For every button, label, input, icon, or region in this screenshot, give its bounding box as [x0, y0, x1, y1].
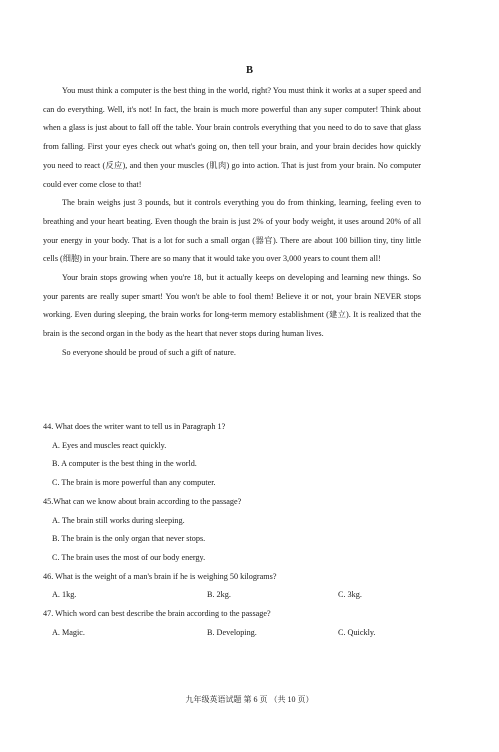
option-a: A. 1kg.	[52, 590, 77, 600]
option-c: C. Quickly.	[338, 627, 376, 637]
option-a: A. Magic.	[52, 627, 85, 637]
question-44	[43, 418, 443, 493]
option-c: C. 3kg.	[338, 590, 362, 600]
question-stem: 44. What does the writer want to tell us in Paragraph 1?	[43, 422, 226, 431]
page-footer: 九年级英语试题 第 6 页 （共 10 页）	[185, 695, 314, 704]
question-stem: 47. Which word can best describe the brain according to the passage?	[43, 609, 271, 619]
question-list	[43, 418, 443, 642]
paragraph-4: So everyone should be proud of such a gift of nature.	[62, 347, 236, 357]
paragraph-3: Your brain stops growing when you're 18, but it actually keeps on developing and learning new things. So your parents are really super smart! You won't be able to fool them! Believe it or not, your brain NEVER stops working. Even during sleeping, the brain works for long-term memory establishment (建立). It is realized that the brain is the second organ in the body as the heart that never stops during human lives.	[43, 273, 421, 339]
option-row	[43, 624, 443, 643]
question-47	[43, 605, 443, 642]
reading-passage	[43, 82, 421, 363]
question-45	[43, 493, 443, 568]
section-heading: B	[245, 65, 253, 76]
paragraph-2: The brain weighs just 3 pounds, but it controls everything you do from thinking, learning, feeling even to breathing and your heart beating. Even though the brain is just 2% of your body weight, it uses around 20% of all your energy in your body. That is a lot for such a small organ (器官). There are about 100 billion tiny, tiny little cells (细胞) in your brain. There are so many that it would take you over 3,000 years to count them all!	[43, 198, 421, 264]
question-46	[43, 568, 443, 605]
option-b: B. A computer is the best thing in the world.	[52, 459, 197, 469]
question-stem: 46. What is the weight of a man's brain if he is weighing 50 kilograms?	[43, 571, 277, 581]
option-b: B. The brain is the only organ that never stops.	[52, 534, 206, 544]
option-b: B. 2kg.	[207, 590, 231, 600]
option-a: A. The brain still works during sleeping.	[52, 515, 185, 525]
option-c: C. The brain is more powerful than any computer.	[52, 478, 216, 488]
option-a: A. Eyes and muscles react quickly.	[52, 440, 167, 450]
option-c: C. The brain uses the most of our body energy.	[52, 552, 206, 562]
option-b: B. Developing.	[207, 627, 257, 637]
option-row	[43, 586, 443, 605]
question-stem: 45.What can we know about brain according to the passage?	[43, 496, 242, 506]
paragraph-1: You must think a computer is the best thing in the world, right? You must think it works at a super speed and can do everything. Well, it's not! In fact, the brain is much more powerful than any super computer! Think about when a glass is just about to fall off the table. Your brain controls everything that you need to do to save that glass from falling. First your eyes check out what's going on, then tell your brain, and your brain decides how quickly you need to react (反应), and then your muscles (肌肉) go into action. That is just from your brain. No computer could ever come close to that!	[43, 86, 421, 189]
